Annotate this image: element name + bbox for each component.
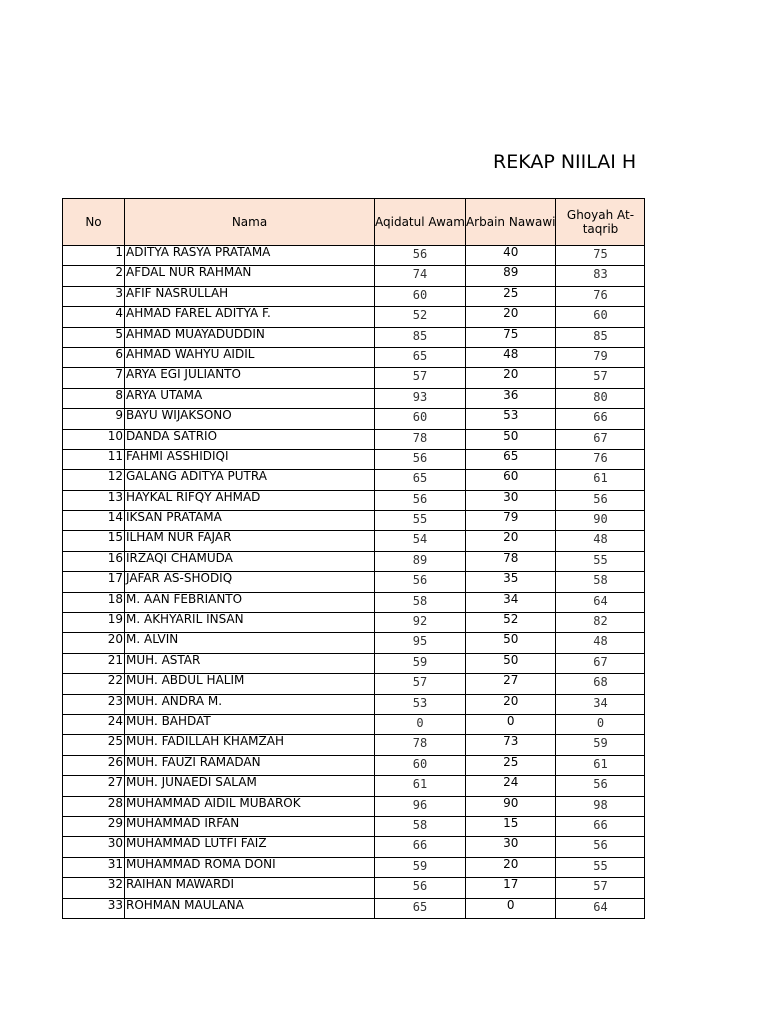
student-name: ARYA EGI JULIANTO <box>125 368 375 388</box>
score-ghoyah-attaqrib: 48 <box>556 531 645 551</box>
row-number: 30 <box>63 837 125 857</box>
table-row <box>63 735 645 755</box>
student-name: AFIF NASRULLAH <box>125 286 375 306</box>
score-arbain-nawawi: 17 <box>465 878 556 898</box>
student-name: AFDAL NUR RAHMAN <box>125 266 375 286</box>
score-aqidatul-awam: 0 <box>375 714 466 734</box>
table-row <box>63 572 645 592</box>
header-nama: Nama <box>125 199 375 246</box>
score-aqidatul-awam: 56 <box>375 246 466 266</box>
score-aqidatul-awam: 59 <box>375 857 466 877</box>
row-number: 12 <box>63 470 125 490</box>
row-number: 18 <box>63 592 125 612</box>
score-aqidatul-awam: 65 <box>375 898 466 918</box>
student-name: MUH. ABDUL HALIM <box>125 674 375 694</box>
score-arbain-nawawi: 65 <box>465 449 556 469</box>
table-row <box>63 714 645 734</box>
table-row <box>63 266 645 286</box>
score-ghoyah-attaqrib: 85 <box>556 327 645 347</box>
score-arbain-nawawi: 20 <box>465 694 556 714</box>
student-name: IKSAN PRATAMA <box>125 511 375 531</box>
score-ghoyah-attaqrib: 60 <box>556 307 645 327</box>
row-number: 9 <box>63 409 125 429</box>
row-number: 23 <box>63 694 125 714</box>
grades-table <box>62 198 645 919</box>
score-aqidatul-awam: 56 <box>375 449 466 469</box>
score-aqidatul-awam: 66 <box>375 837 466 857</box>
row-number: 31 <box>63 857 125 877</box>
score-ghoyah-attaqrib: 0 <box>556 714 645 734</box>
score-arbain-nawawi: 30 <box>465 837 556 857</box>
table-body <box>63 246 645 919</box>
student-name: ILHAM NUR FAJAR <box>125 531 375 551</box>
score-arbain-nawawi: 35 <box>465 572 556 592</box>
score-arbain-nawawi: 27 <box>465 674 556 694</box>
score-aqidatul-awam: 89 <box>375 551 466 571</box>
student-name: JAFAR AS-SHODIQ <box>125 572 375 592</box>
student-name: RAIHAN MAWARDI <box>125 878 375 898</box>
table-row <box>63 755 645 775</box>
table-row <box>63 429 645 449</box>
score-aqidatul-awam: 55 <box>375 511 466 531</box>
row-number: 27 <box>63 776 125 796</box>
score-aqidatul-awam: 56 <box>375 878 466 898</box>
score-aqidatul-awam: 56 <box>375 490 466 510</box>
header-no: No <box>63 199 125 246</box>
score-arbain-nawawi: 0 <box>465 714 556 734</box>
score-ghoyah-attaqrib: 66 <box>556 409 645 429</box>
header-aqidatul-awam: Aqidatul Awam <box>375 199 466 246</box>
student-name: GALANG ADITYA PUTRA <box>125 470 375 490</box>
score-ghoyah-attaqrib: 56 <box>556 837 645 857</box>
table-row <box>63 286 645 306</box>
score-arbain-nawawi: 52 <box>465 613 556 633</box>
score-ghoyah-attaqrib: 98 <box>556 796 645 816</box>
score-arbain-nawawi: 25 <box>465 286 556 306</box>
score-ghoyah-attaqrib: 79 <box>556 347 645 367</box>
score-arbain-nawawi: 90 <box>465 796 556 816</box>
student-name: IRZAQI CHAMUDA <box>125 551 375 571</box>
table-row <box>63 653 645 673</box>
score-ghoyah-attaqrib: 67 <box>556 653 645 673</box>
score-aqidatul-awam: 57 <box>375 368 466 388</box>
row-number: 7 <box>63 368 125 388</box>
row-number: 19 <box>63 613 125 633</box>
score-ghoyah-attaqrib: 64 <box>556 592 645 612</box>
score-arbain-nawawi: 73 <box>465 735 556 755</box>
student-name: MUH. ASTAR <box>125 653 375 673</box>
student-name: MUH. JUNAEDI SALAM <box>125 776 375 796</box>
score-arbain-nawawi: 50 <box>465 429 556 449</box>
score-arbain-nawawi: 0 <box>465 898 556 918</box>
score-aqidatul-awam: 56 <box>375 572 466 592</box>
score-arbain-nawawi: 48 <box>465 347 556 367</box>
score-ghoyah-attaqrib: 80 <box>556 388 645 408</box>
score-ghoyah-attaqrib: 90 <box>556 511 645 531</box>
table-row <box>63 837 645 857</box>
student-name: FAHMI ASSHIDIQI <box>125 449 375 469</box>
table-row <box>63 776 645 796</box>
row-number: 3 <box>63 286 125 306</box>
score-ghoyah-attaqrib: 66 <box>556 816 645 836</box>
row-number: 6 <box>63 347 125 367</box>
score-arbain-nawawi: 53 <box>465 409 556 429</box>
score-aqidatul-awam: 57 <box>375 674 466 694</box>
student-name: MUH. BAHDAT <box>125 714 375 734</box>
student-name: MUHAMMAD ROMA DONI <box>125 857 375 877</box>
score-arbain-nawawi: 24 <box>465 776 556 796</box>
student-name: M. ALVIN <box>125 633 375 653</box>
row-number: 29 <box>63 816 125 836</box>
row-number: 5 <box>63 327 125 347</box>
table-row <box>63 246 645 266</box>
score-aqidatul-awam: 60 <box>375 409 466 429</box>
score-ghoyah-attaqrib: 59 <box>556 735 645 755</box>
student-name: AHMAD MUAYADUDDIN <box>125 327 375 347</box>
score-arbain-nawawi: 36 <box>465 388 556 408</box>
score-ghoyah-attaqrib: 61 <box>556 755 645 775</box>
score-ghoyah-attaqrib: 57 <box>556 368 645 388</box>
row-number: 33 <box>63 898 125 918</box>
score-ghoyah-attaqrib: 48 <box>556 633 645 653</box>
score-ghoyah-attaqrib: 55 <box>556 857 645 877</box>
score-ghoyah-attaqrib: 57 <box>556 878 645 898</box>
row-number: 8 <box>63 388 125 408</box>
table-header <box>63 199 645 246</box>
score-aqidatul-awam: 93 <box>375 388 466 408</box>
score-ghoyah-attaqrib: 61 <box>556 470 645 490</box>
row-number: 22 <box>63 674 125 694</box>
row-number: 21 <box>63 653 125 673</box>
row-number: 13 <box>63 490 125 510</box>
score-aqidatul-awam: 52 <box>375 307 466 327</box>
score-arbain-nawawi: 30 <box>465 490 556 510</box>
student-name: MUHAMMAD IRFAN <box>125 816 375 836</box>
row-number: 16 <box>63 551 125 571</box>
score-aqidatul-awam: 65 <box>375 470 466 490</box>
student-name: MUHAMMAD AIDIL MUBAROK <box>125 796 375 816</box>
score-arbain-nawawi: 20 <box>465 368 556 388</box>
table-row <box>63 857 645 877</box>
table-row <box>63 898 645 918</box>
table-row <box>63 531 645 551</box>
table-row <box>63 347 645 367</box>
score-aqidatul-awam: 58 <box>375 816 466 836</box>
score-arbain-nawawi: 78 <box>465 551 556 571</box>
score-aqidatul-awam: 60 <box>375 286 466 306</box>
score-arbain-nawawi: 60 <box>465 470 556 490</box>
student-name: BAYU WIJAKSONO <box>125 409 375 429</box>
score-arbain-nawawi: 40 <box>465 246 556 266</box>
student-name: HAYKAL RIFQY AHMAD <box>125 490 375 510</box>
table-row <box>63 816 645 836</box>
score-ghoyah-attaqrib: 56 <box>556 776 645 796</box>
score-aqidatul-awam: 65 <box>375 347 466 367</box>
table-row <box>63 368 645 388</box>
table-row <box>63 592 645 612</box>
row-number: 25 <box>63 735 125 755</box>
score-aqidatul-awam: 58 <box>375 592 466 612</box>
score-arbain-nawawi: 34 <box>465 592 556 612</box>
score-aqidatul-awam: 78 <box>375 429 466 449</box>
table-row <box>63 551 645 571</box>
row-number: 15 <box>63 531 125 551</box>
score-aqidatul-awam: 92 <box>375 613 466 633</box>
score-ghoyah-attaqrib: 58 <box>556 572 645 592</box>
row-number: 14 <box>63 511 125 531</box>
row-number: 32 <box>63 878 125 898</box>
score-ghoyah-attaqrib: 75 <box>556 246 645 266</box>
table-row <box>63 878 645 898</box>
score-arbain-nawawi: 79 <box>465 511 556 531</box>
table-row <box>63 796 645 816</box>
header-arbain-nawawi: Arbain Nawawi <box>465 199 556 246</box>
score-arbain-nawawi: 20 <box>465 531 556 551</box>
score-arbain-nawawi: 50 <box>465 653 556 673</box>
header-ghoyah-attaqrib: Ghoyah At-taqrib <box>556 199 645 246</box>
score-aqidatul-awam: 96 <box>375 796 466 816</box>
row-number: 2 <box>63 266 125 286</box>
table-row <box>63 694 645 714</box>
score-ghoyah-attaqrib: 68 <box>556 674 645 694</box>
score-aqidatul-awam: 60 <box>375 755 466 775</box>
score-aqidatul-awam: 54 <box>375 531 466 551</box>
row-number: 20 <box>63 633 125 653</box>
page-title: REKAP NIILAI H <box>493 151 637 173</box>
table-row <box>63 633 645 653</box>
score-arbain-nawawi: 89 <box>465 266 556 286</box>
student-name: M. AAN FEBRIANTO <box>125 592 375 612</box>
score-ghoyah-attaqrib: 55 <box>556 551 645 571</box>
score-aqidatul-awam: 85 <box>375 327 466 347</box>
score-arbain-nawawi: 25 <box>465 755 556 775</box>
table-row <box>63 490 645 510</box>
score-aqidatul-awam: 74 <box>375 266 466 286</box>
header-row <box>63 199 645 246</box>
table-row <box>63 470 645 490</box>
table-row <box>63 409 645 429</box>
score-aqidatul-awam: 95 <box>375 633 466 653</box>
row-number: 4 <box>63 307 125 327</box>
table-row <box>63 388 645 408</box>
table-row <box>63 613 645 633</box>
score-arbain-nawawi: 75 <box>465 327 556 347</box>
score-arbain-nawawi: 15 <box>465 816 556 836</box>
score-arbain-nawawi: 20 <box>465 307 556 327</box>
score-arbain-nawawi: 50 <box>465 633 556 653</box>
table-row <box>63 327 645 347</box>
student-name: MUH. FAUZI RAMADAN <box>125 755 375 775</box>
score-ghoyah-attaqrib: 83 <box>556 266 645 286</box>
student-name: MUH. ANDRA M. <box>125 694 375 714</box>
score-ghoyah-attaqrib: 76 <box>556 286 645 306</box>
row-number: 1 <box>63 246 125 266</box>
table-row <box>63 449 645 469</box>
student-name: ADITYA RASYA PRATAMA <box>125 246 375 266</box>
student-name: ARYA UTAMA <box>125 388 375 408</box>
student-name: ROHMAN MAULANA <box>125 898 375 918</box>
score-ghoyah-attaqrib: 67 <box>556 429 645 449</box>
score-aqidatul-awam: 78 <box>375 735 466 755</box>
student-name: M. AKHYARIL INSAN <box>125 613 375 633</box>
student-name: DANDA SATRIO <box>125 429 375 449</box>
row-number: 28 <box>63 796 125 816</box>
row-number: 26 <box>63 755 125 775</box>
score-aqidatul-awam: 61 <box>375 776 466 796</box>
student-name: MUHAMMAD LUTFI FAIZ <box>125 837 375 857</box>
score-aqidatul-awam: 53 <box>375 694 466 714</box>
score-ghoyah-attaqrib: 34 <box>556 694 645 714</box>
row-number: 11 <box>63 449 125 469</box>
row-number: 10 <box>63 429 125 449</box>
score-ghoyah-attaqrib: 56 <box>556 490 645 510</box>
row-number: 24 <box>63 714 125 734</box>
row-number: 17 <box>63 572 125 592</box>
score-ghoyah-attaqrib: 64 <box>556 898 645 918</box>
table-row <box>63 307 645 327</box>
student-name: MUH. FADILLAH KHAMZAH <box>125 735 375 755</box>
student-name: AHMAD FAREL ADITYA F. <box>125 307 375 327</box>
score-aqidatul-awam: 59 <box>375 653 466 673</box>
score-ghoyah-attaqrib: 82 <box>556 613 645 633</box>
student-name: AHMAD WAHYU AIDIL <box>125 347 375 367</box>
score-arbain-nawawi: 20 <box>465 857 556 877</box>
table-row <box>63 674 645 694</box>
score-ghoyah-attaqrib: 76 <box>556 449 645 469</box>
table-row <box>63 511 645 531</box>
